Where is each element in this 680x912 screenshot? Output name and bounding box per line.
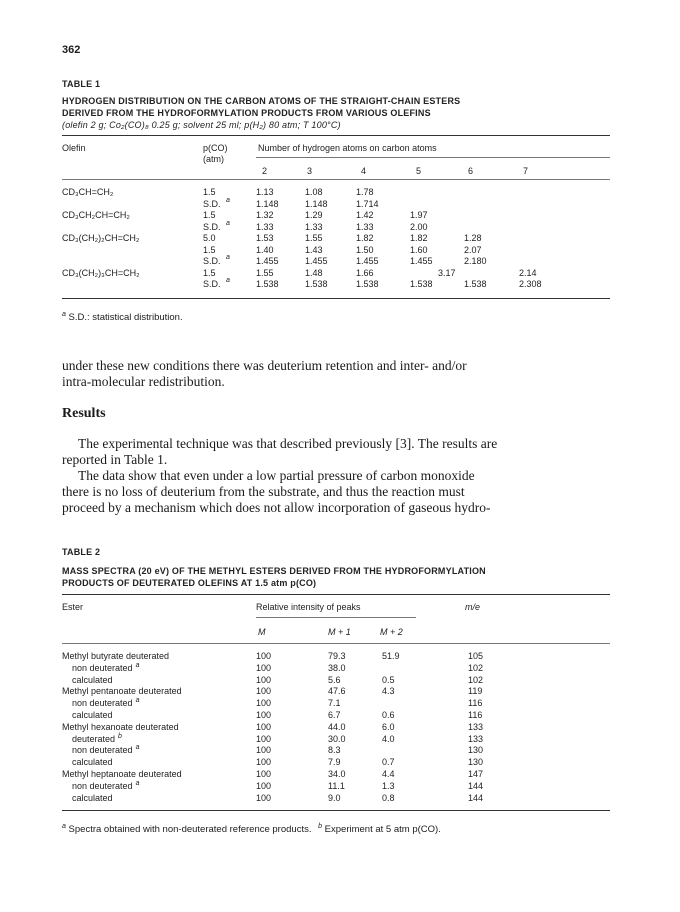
table2-ester: Methyl heptanoate deuterated	[62, 769, 182, 779]
table2-cell-m1: 8.3	[328, 745, 341, 756]
table2-cell-m1: 34.0	[328, 769, 346, 779]
table2-cell-m1: 11.1	[328, 780, 345, 791]
table2-col-group: Relative intensity of peaks	[256, 602, 361, 612]
table1-cell-c2: 1.538	[256, 279, 279, 289]
table2-cell-m1: 47.6	[328, 686, 346, 697]
table1-cell-p: 1.5	[203, 187, 216, 197]
table2-ester: non deuterated	[72, 698, 133, 709]
table1-cell-c7: 2.14	[519, 267, 537, 278]
table2-col-m1: M + 1	[328, 627, 351, 637]
table2-ester: non deuterated	[72, 745, 133, 756]
table2-cell-me: 116	[468, 698, 483, 709]
table2-ester: calculated	[72, 792, 113, 803]
table2-cell-m2: 4.0	[382, 733, 395, 744]
table1-footnote	[62, 312, 183, 323]
table1-group-rule	[256, 157, 610, 158]
table2-footnote-a: Spectra obtained with non-deuterated reference products.	[68, 824, 312, 835]
table2-cell-m: 100	[256, 745, 272, 756]
table2-footnote-ref: a	[135, 779, 140, 787]
table1-cell-c6: 2.180	[464, 256, 487, 266]
table2-cell-m2: 0.8	[382, 792, 395, 803]
table1-cell-c6: 1.538	[464, 279, 487, 289]
table1-cell-c4: 1.78	[356, 187, 374, 197]
table2-cell-m1: 30.0	[328, 733, 346, 744]
table2-cell-m: 100	[256, 721, 272, 732]
table1-cell-c3: 1.148	[305, 198, 328, 209]
table2-cell-me: 144	[468, 792, 484, 803]
table1-cell-c3: 1.29	[305, 210, 323, 220]
table1-cell-p: 1.5	[203, 244, 216, 255]
table2-col-me: m/e	[465, 602, 481, 612]
table1-carbon-2: 2	[262, 166, 268, 176]
table2-cell-me: 119	[468, 686, 483, 697]
table1-olefin: CD₃(CH₂)₃CH=CH₂	[62, 267, 140, 278]
table1-cell-c2: 1.53	[256, 233, 274, 243]
results-heading: Results	[62, 406, 106, 421]
table2-ester-row	[72, 734, 122, 744]
table1-cell-c5: 2.00	[410, 221, 428, 232]
table1-cell-c2: 1.455	[256, 256, 279, 266]
table2-cell-me: 144	[468, 780, 484, 791]
table1-cell-p: S.D.	[203, 279, 221, 289]
table1-cell-c2: 1.40	[256, 244, 274, 255]
table1-label: TABLE 1	[62, 79, 101, 89]
body-para3-line1: The data show that even under a low partial pressure of carbon monoxide	[78, 468, 475, 483]
table1-cell-c4: 1.66	[356, 267, 374, 278]
table2-cell-m: 100	[256, 769, 272, 779]
table2-cell-m2: 1.3	[382, 780, 395, 791]
table2-footnotes	[62, 824, 441, 835]
table1-col-pco: p(CO)	[203, 143, 228, 153]
table1-cell-c4: 1.714	[356, 198, 379, 209]
table2-col-m: M	[258, 627, 266, 637]
table1-title-line1: HYDROGEN DISTRIBUTION ON THE CARBON ATOMS OF THE STRAIGHT-CHAIN ESTERS	[62, 96, 461, 106]
table1-cell-c2: 1.148	[256, 198, 279, 209]
table2-ester: Methyl hexanoate deuterated	[62, 721, 179, 732]
table2-ester: calculated	[72, 710, 113, 720]
table2-cell-m1: 7.9	[328, 757, 341, 768]
table2-ester: calculated	[72, 674, 113, 685]
table1-top-rule	[62, 135, 610, 136]
table2-bottom-rule	[62, 810, 610, 811]
table1-carbon-6: 6	[468, 166, 474, 176]
table1-olefin: CD₃(CH₂)₂CH=CH₂	[62, 233, 140, 243]
table2-cell-me: 130	[468, 757, 484, 768]
table2-title-line1: MASS SPECTRA (20 eV) OF THE METHYL ESTERS DERIVED FROM THE HYDROFORMYLATION	[62, 566, 486, 576]
table2-footnote-ref: b	[118, 732, 122, 740]
table2-cell-me: 102	[468, 674, 484, 685]
table2-cell-m: 100	[256, 733, 272, 744]
table2-label: TABLE 2	[62, 547, 101, 557]
table1-bottom-rule	[62, 298, 610, 299]
table2-cell-me: 130	[468, 745, 484, 756]
table2-cell-me: 147	[468, 769, 484, 779]
table1-cell-p: 1.5	[203, 210, 216, 220]
table1-cell-c3: 1.43	[305, 244, 323, 255]
table2-footnote-a-mark: a	[62, 822, 66, 830]
table1-cell-c4: 1.455	[356, 256, 379, 266]
body-para3-line3: proceed by a mechanism which does not allow incorporation of gaseous hydro-	[62, 500, 491, 515]
table2-cell-m2: 4.3	[382, 686, 395, 697]
table2-cell-me: 105	[468, 651, 484, 661]
table1-olefin: CD₃CH₂CH=CH₂	[62, 210, 130, 220]
table2-cell-m2: 0.5	[382, 674, 395, 685]
table1-cell-c3: 1.538	[305, 279, 328, 289]
table1-cell-p: S.D.	[203, 198, 221, 209]
table1-cell-c5: 1.538	[410, 279, 433, 289]
table2-cell-m: 100	[256, 792, 272, 803]
table1-conditions: (olefin 2 g; Co₂(CO)₈ 0.25 g; solvent 25 ml; p(H₂) 80 atm; T 100°C)	[62, 120, 341, 130]
table1-cell-c4: 1.50	[356, 244, 374, 255]
table2-ester: deuterated	[72, 733, 116, 744]
table2-ester: non deuterated	[72, 780, 133, 791]
table1-cell-c2: 1.33	[256, 221, 274, 232]
table2-cell-me: 102	[468, 662, 484, 673]
table2-ester-row	[72, 781, 139, 791]
table2-cell-m: 100	[256, 780, 272, 791]
table1-header-rule	[62, 179, 610, 180]
table1-cell-p: S.D.	[203, 256, 221, 266]
table2-footnote-b: Experiment at 5 atm p(CO).	[324, 824, 441, 835]
table2-cell-m2: 6.0	[382, 721, 395, 732]
body-para1-line2: intra-molecular redistribution.	[62, 374, 225, 389]
table2-top-rule	[62, 594, 610, 595]
table1-col-olefin: Olefin	[62, 143, 86, 153]
table1-cell-c6: 1.28	[464, 233, 482, 243]
table2-cell-m: 100	[256, 757, 272, 768]
table2-cell-m1: 44.0	[328, 721, 346, 732]
table1-title-line2: DERIVED FROM THE HYDROFORMYLATION PRODUCTS FROM VARIOUS OLEFINS	[62, 108, 431, 118]
table2-cell-me: 133	[468, 721, 484, 732]
table2-col-ester: Ester	[62, 602, 84, 612]
table1-carbon-3: 3	[307, 166, 313, 176]
table2-cell-me: 116	[468, 710, 483, 720]
table1-cell-c3: 1.55	[305, 233, 323, 243]
table2-ester-row	[72, 663, 139, 673]
table2-footnote-ref: a	[135, 697, 140, 705]
table1-footnote-text: S.D.: statistical distribution.	[68, 312, 183, 323]
table1-col-pco-unit: (atm)	[203, 154, 224, 164]
table2-cell-me: 133	[468, 733, 484, 744]
table2-group-rule	[256, 617, 416, 618]
table2-cell-m: 100	[256, 698, 272, 709]
table2-cell-m2: 51.9	[382, 651, 400, 661]
table2-cell-m1: 5.6	[328, 674, 341, 685]
table1-cell-c3: 1.48	[305, 267, 323, 278]
body-para2-line1: The experimental technique was that described previously [3]. The results are	[78, 436, 498, 451]
table1-cell-c3: 1.08	[305, 187, 323, 197]
body-para3-line2: there is no loss of deuterium from the substrate, and thus the reaction must	[62, 484, 465, 499]
table2-cell-m: 100	[256, 686, 272, 697]
table1-cell-c4: 1.33	[356, 221, 374, 232]
table1-carbon-5: 5	[416, 166, 422, 176]
table2-footnote-ref: a	[135, 661, 140, 669]
table1-footnote-mark: a	[62, 310, 66, 318]
table2-ester-row	[72, 698, 139, 708]
table2-col-m2: M + 2	[380, 627, 403, 637]
table1-cell-c3: 1.33	[305, 221, 323, 232]
table1-cell-c2: 1.55	[256, 267, 274, 278]
table1-carbon-4: 4	[361, 166, 367, 176]
table2-ester: calculated	[72, 757, 113, 768]
table2-cell-m2: 0.7	[382, 757, 395, 768]
table2-cell-m2: 0.6	[382, 710, 395, 720]
table1-cell-c5: 1.60	[410, 244, 428, 255]
table1-cell-c4: 1.42	[356, 210, 374, 220]
table2-ester: Methyl butyrate deuterated	[62, 651, 170, 661]
table2-cell-m: 100	[256, 662, 272, 673]
table2-cell-m: 100	[256, 651, 272, 661]
table2-cell-m2: 4.4	[382, 769, 395, 779]
table1-cell-c6: 2.07	[464, 244, 482, 255]
table1-col-group: Number of hydrogen atoms on carbon atoms	[258, 143, 437, 153]
table1-carbon-7: 7	[523, 166, 529, 176]
table2-footnote-ref: a	[135, 744, 140, 752]
table2-cell-m1: 7.1	[328, 698, 341, 709]
table2-header-rule	[62, 643, 610, 644]
table1-cell-c7: 2.308	[519, 279, 542, 289]
table1-cell-c5: 1.455	[410, 256, 433, 266]
table2-cell-m1: 6.7	[328, 710, 341, 720]
table2-cell-m1: 79.3	[328, 651, 346, 661]
body-para2-line2: reported in Table 1.	[62, 452, 168, 467]
table2-ester-row	[72, 745, 139, 755]
table1-cell-c4: 1.82	[356, 233, 374, 243]
table1-cell-c2: 1.32	[256, 210, 274, 220]
table2-title-line2: PRODUCTS OF DEUTERATED OLEFINS AT 1.5 atm p(CO)	[62, 578, 317, 588]
body-para1-line1: under these new conditions there was deuterium retention and inter- and/or	[62, 358, 467, 373]
table2-footnote-b-mark: b	[318, 822, 323, 830]
table2-cell-m: 100	[256, 674, 272, 685]
table2-cell-m1: 9.0	[328, 792, 341, 803]
table2-ester: non deuterated	[72, 662, 133, 673]
table1-cell-p: S.D.	[203, 221, 221, 232]
table2-cell-m1: 38.0	[328, 662, 346, 673]
table1-cell-c5: 3.17	[438, 267, 456, 278]
table1-olefin: CD₃CH=CH₂	[62, 187, 114, 197]
table2-ester: Methyl pentanoate deuterated	[62, 686, 182, 697]
table1-cell-c2: 1.13	[256, 187, 274, 197]
table1-cell-c4: 1.538	[356, 279, 379, 289]
table1-cell-p: 5.0	[203, 233, 216, 243]
table1-cell-c5: 1.97	[410, 210, 428, 220]
table2-cell-m: 100	[256, 710, 272, 720]
table1-cell-c3: 1.455	[305, 256, 328, 266]
page-number: 362	[62, 44, 81, 56]
table1-cell-c5: 1.82	[410, 233, 428, 243]
table1-cell-p: 1.5	[203, 267, 216, 278]
